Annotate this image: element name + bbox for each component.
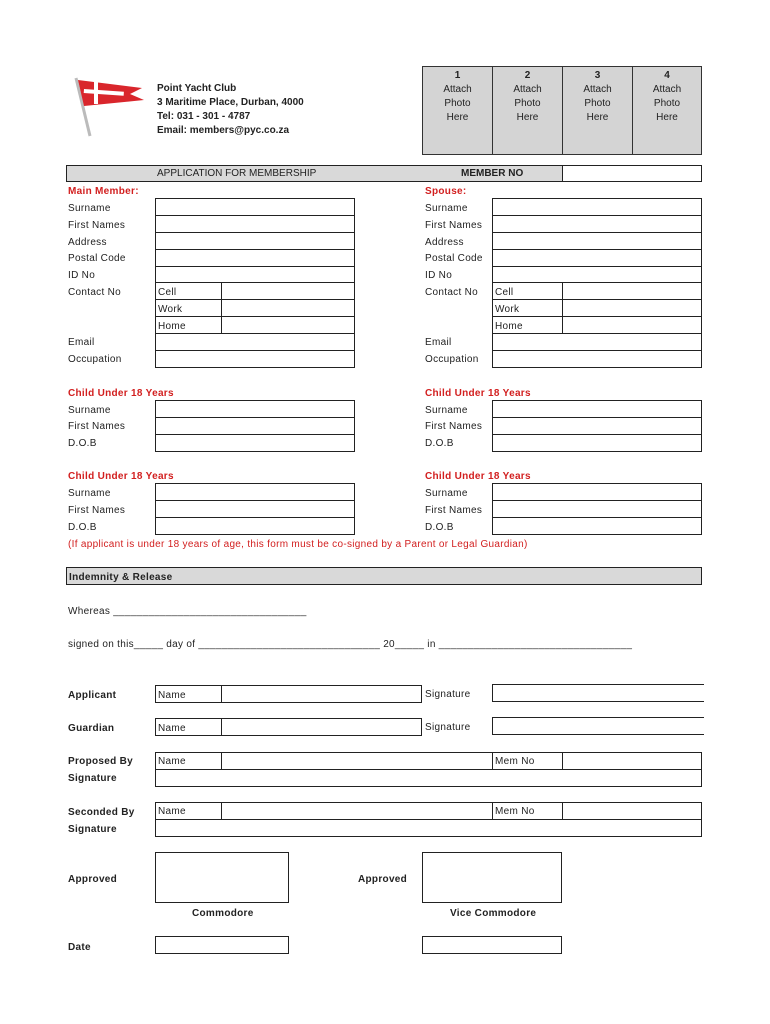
approved-label-1: Approved bbox=[68, 874, 118, 885]
club-address: 3 Maritime Place, Durban, 4000 bbox=[157, 97, 304, 108]
spouse-id-no-label: ID No bbox=[425, 270, 453, 281]
child-3-dob-label: D.O.B bbox=[68, 522, 97, 533]
photo-text: Photo bbox=[444, 98, 471, 109]
photo-text: Attach bbox=[583, 84, 612, 95]
commodore-approval-box[interactable] bbox=[155, 852, 289, 903]
child-1-surname-field[interactable] bbox=[155, 400, 355, 418]
child-1-title: Child Under 18 Years bbox=[68, 388, 174, 399]
club-tel: Tel: 031 - 301 - 4787 bbox=[157, 111, 251, 122]
seconded-by-label: Seconded By bbox=[68, 807, 135, 818]
spouse-home-label: Home bbox=[495, 321, 523, 332]
main-address-field[interactable] bbox=[155, 232, 355, 250]
child-4-first-names-label: First Names bbox=[425, 505, 483, 516]
vice-commodore-date-field[interactable] bbox=[422, 936, 562, 954]
club-name: Point Yacht Club bbox=[157, 83, 237, 94]
main-address-label: Address bbox=[68, 237, 107, 248]
main-email-field[interactable] bbox=[155, 333, 355, 351]
seconded-name-label: Name bbox=[158, 806, 186, 817]
child-3-dob-field[interactable] bbox=[155, 517, 355, 535]
applicant-name-label: Name bbox=[158, 690, 186, 701]
main-email-label: Email bbox=[68, 337, 95, 348]
seconded-mem-no-label: Mem No bbox=[495, 806, 535, 817]
spouse-email-label: Email bbox=[425, 337, 452, 348]
main-postal-code-label: Postal Code bbox=[68, 253, 126, 264]
child-2-surname-label: Surname bbox=[425, 405, 468, 416]
main-contact-no-label: Contact No bbox=[68, 287, 122, 298]
applicant-signature-label: Signature bbox=[425, 689, 471, 700]
vice-commodore-label: Vice Commodore bbox=[450, 908, 537, 919]
photo-text: Photo bbox=[653, 98, 681, 109]
guardian-name-field[interactable] bbox=[221, 718, 422, 736]
club-flag-logo bbox=[70, 74, 150, 138]
photo-text: Here bbox=[656, 112, 678, 123]
commodore-label: Commodore bbox=[192, 908, 254, 919]
main-cell-field[interactable] bbox=[221, 282, 355, 300]
main-first-names-field[interactable] bbox=[155, 215, 355, 233]
club-email: Email: members@pyc.co.za bbox=[157, 125, 290, 136]
child-1-first-names-field[interactable] bbox=[155, 417, 355, 435]
child-3-first-names-field[interactable] bbox=[155, 500, 355, 518]
child-3-surname-label: Surname bbox=[68, 488, 111, 499]
child-4-first-names-field[interactable] bbox=[492, 500, 702, 518]
proposed-mem-no-field[interactable] bbox=[562, 752, 702, 770]
date-label: Date bbox=[68, 942, 91, 953]
main-member-title: Main Member: bbox=[68, 186, 139, 197]
photo-number: 4 bbox=[664, 70, 670, 81]
photo-text: Attach bbox=[652, 84, 682, 95]
spouse-occupation-field[interactable] bbox=[492, 350, 702, 368]
spouse-first-names-label: First Names bbox=[425, 220, 483, 231]
photo-text: Photo bbox=[514, 98, 541, 109]
main-postal-code-field[interactable] bbox=[155, 249, 355, 267]
spouse-home-field[interactable] bbox=[562, 316, 702, 334]
guardian-name-label: Name bbox=[158, 723, 186, 734]
main-occupation-label: Occupation bbox=[68, 354, 122, 365]
photo-box-2[interactable] bbox=[492, 66, 563, 155]
whereas-line: Whereas _________________________________ bbox=[68, 606, 307, 617]
spouse-email-field[interactable] bbox=[492, 333, 702, 351]
seconded-name-field[interactable] bbox=[221, 802, 493, 820]
club-info bbox=[157, 82, 304, 138]
main-id-no-label: ID No bbox=[68, 270, 96, 281]
spouse-contact-no-label: Contact No bbox=[425, 287, 479, 298]
proposed-by-label: Proposed By bbox=[68, 756, 133, 767]
main-cell-label: Cell bbox=[158, 287, 177, 298]
photo-text: Attach bbox=[513, 84, 542, 95]
seconded-mem-no-field[interactable] bbox=[562, 802, 702, 820]
child-3-first-names-label: First Names bbox=[68, 505, 126, 516]
photo-text: Here bbox=[516, 112, 539, 123]
main-home-field[interactable] bbox=[221, 316, 355, 334]
spouse-address-label: Address bbox=[425, 237, 464, 248]
spouse-work-field[interactable] bbox=[562, 299, 702, 317]
child-1-surname-label: Surname bbox=[68, 405, 111, 416]
child-4-surname-field[interactable] bbox=[492, 483, 702, 501]
main-first-names-label: First Names bbox=[68, 220, 126, 231]
child-4-title: Child Under 18 Years bbox=[425, 471, 531, 482]
child-4-dob-label: D.O.B bbox=[425, 522, 454, 533]
child-3-title: Child Under 18 Years bbox=[68, 471, 174, 482]
child-2-title: Child Under 18 Years bbox=[425, 388, 531, 399]
approved-label-2: Approved bbox=[358, 874, 408, 885]
proposed-signature-label: Signature bbox=[68, 773, 117, 784]
applicant-signature-field[interactable] bbox=[492, 684, 704, 702]
main-occupation-field[interactable] bbox=[155, 350, 355, 368]
photo-number: 2 bbox=[524, 70, 531, 81]
seconded-signature-field[interactable] bbox=[155, 819, 702, 837]
photo-text: Here bbox=[586, 112, 609, 123]
proposed-mem-no-label: Mem No bbox=[495, 756, 535, 767]
photo-text: Here bbox=[446, 112, 469, 123]
photo-box-1[interactable] bbox=[422, 66, 493, 155]
child-2-first-names-field[interactable] bbox=[492, 417, 702, 435]
guardian-signature-label: Signature bbox=[425, 722, 471, 733]
spouse-occupation-label: Occupation bbox=[425, 354, 479, 365]
child-1-dob-label: D.O.B bbox=[68, 438, 97, 449]
spouse-work-label: Work bbox=[495, 304, 520, 315]
spouse-address-field[interactable] bbox=[492, 232, 702, 250]
photo-number: 1 bbox=[454, 70, 461, 81]
photo-box-4[interactable] bbox=[632, 66, 702, 155]
photo-number: 3 bbox=[594, 70, 601, 81]
vice-commodore-approval-box[interactable] bbox=[422, 852, 562, 903]
applicant-label: Applicant bbox=[68, 690, 117, 701]
child-2-dob-label: D.O.B bbox=[425, 438, 454, 449]
main-surname-label: Surname bbox=[68, 203, 111, 214]
main-home-label: Home bbox=[158, 321, 186, 332]
member-no-label: MEMBER NO bbox=[461, 168, 524, 179]
application-title: APPLICATION FOR MEMBERSHIP bbox=[157, 168, 317, 179]
child-4-dob-field[interactable] bbox=[492, 517, 702, 535]
child-4-surname-label: Surname bbox=[425, 488, 468, 499]
child-3-surname-field[interactable] bbox=[155, 483, 355, 501]
commodore-date-field[interactable] bbox=[155, 936, 289, 954]
child-2-dob-field[interactable] bbox=[492, 434, 702, 452]
child-2-first-names-label: First Names bbox=[425, 421, 483, 432]
child-1-first-names-label: First Names bbox=[68, 421, 126, 432]
photo-text: Attach bbox=[443, 84, 472, 95]
main-surname-field[interactable] bbox=[155, 198, 355, 216]
guardian-note: (If applicant is under 18 years of age, this form must be co-signed by a Parent or Legal Guardian) bbox=[68, 539, 528, 550]
spouse-postal-code-field[interactable] bbox=[492, 249, 702, 267]
proposed-name-field[interactable] bbox=[221, 752, 493, 770]
proposed-signature-field[interactable] bbox=[155, 769, 702, 787]
spouse-surname-field[interactable] bbox=[492, 198, 702, 216]
member-no-field[interactable] bbox=[562, 165, 702, 182]
indemnity-title: Indemnity & Release bbox=[69, 572, 173, 583]
spouse-first-names-field[interactable] bbox=[492, 215, 702, 233]
proposed-name-label: Name bbox=[158, 756, 186, 767]
signed-on-line: signed on this_____ day of _______________________________ 20_____ in _________________________________ bbox=[68, 639, 633, 650]
main-work-field[interactable] bbox=[221, 299, 355, 317]
child-2-surname-field[interactable] bbox=[492, 400, 702, 418]
photo-box-3[interactable] bbox=[562, 66, 633, 155]
seconded-signature-label: Signature bbox=[68, 824, 117, 835]
guardian-label: Guardian bbox=[68, 723, 115, 734]
applicant-name-field[interactable] bbox=[221, 685, 422, 703]
child-1-dob-field[interactable] bbox=[155, 434, 355, 452]
spouse-cell-label: Cell bbox=[495, 287, 514, 298]
spouse-title: Spouse: bbox=[425, 186, 467, 197]
spouse-cell-field[interactable] bbox=[562, 282, 702, 300]
photo-text: Photo bbox=[584, 98, 611, 109]
main-work-label: Work bbox=[158, 304, 183, 315]
spouse-postal-code-label: Postal Code bbox=[425, 253, 483, 264]
guardian-signature-field[interactable] bbox=[492, 717, 704, 735]
spouse-surname-label: Surname bbox=[425, 203, 468, 214]
